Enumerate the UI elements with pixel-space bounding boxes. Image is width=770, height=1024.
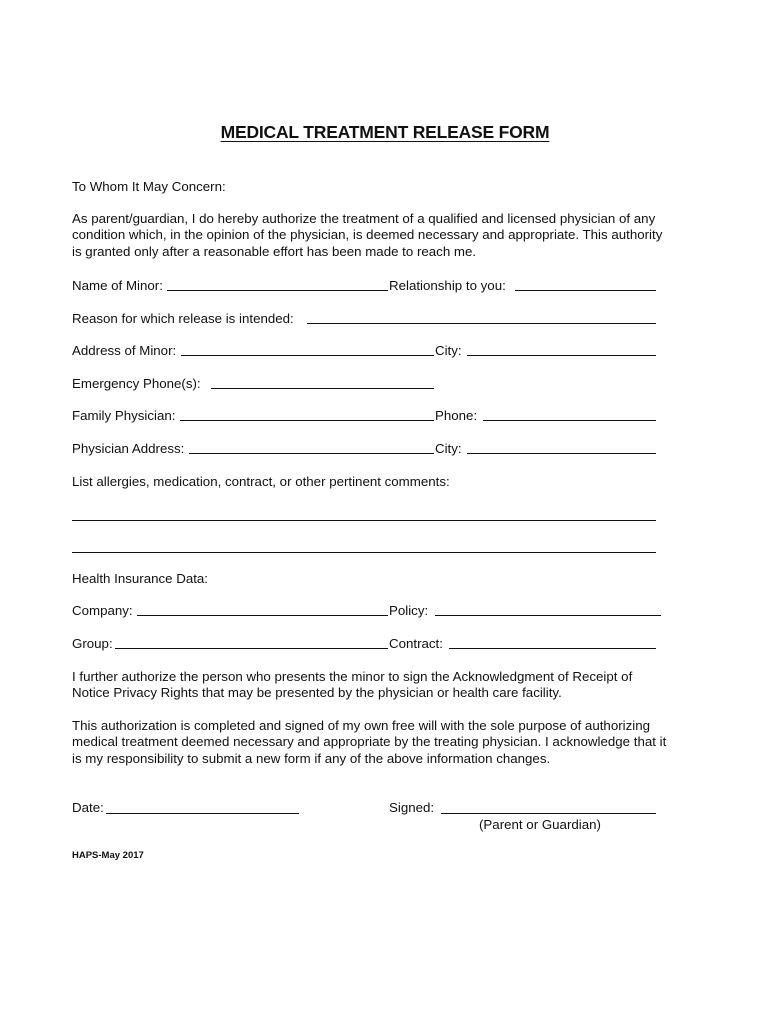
intro-line: condition which, in the opinion of the physician, is deemed necessary and appropriate. This authority — [72, 227, 663, 243]
city-line[interactable] — [467, 355, 656, 356]
company-label: Company: — [72, 603, 133, 618]
intro-paragraph — [72, 211, 662, 260]
emergency-phone-line[interactable] — [211, 388, 434, 389]
policy-label: Policy: — [389, 603, 429, 618]
signed-label: Signed: — [389, 800, 435, 815]
authorization-line: This authorization is completed and signed of my own free will with the sole purpose of authorizing — [72, 718, 650, 733]
authorization-line: medical treatment deemed necessary and appropriate by the treating physician. I acknowledge that it — [72, 734, 667, 750]
address-of-minor-label: Address of Minor: — [72, 343, 177, 358]
name-of-minor-line[interactable] — [167, 290, 388, 291]
signature-line[interactable] — [441, 813, 656, 814]
company-line[interactable] — [137, 615, 388, 616]
policy-line[interactable] — [435, 615, 661, 616]
relationship-line[interactable] — [515, 290, 656, 291]
physician-city-line[interactable] — [467, 453, 656, 454]
group-line[interactable] — [115, 648, 388, 649]
phone-line[interactable] — [483, 420, 656, 421]
family-physician-line[interactable] — [180, 420, 434, 421]
intro-line: is granted only after a reasonable effort has been made to reach me. — [72, 243, 477, 259]
family-physician-label: Family Physician: — [72, 408, 176, 423]
address-of-minor-line[interactable] — [181, 355, 434, 356]
reason-line[interactable] — [307, 323, 656, 324]
comments-label: List allergies, medication, contract, or other pertinent comments: — [72, 474, 450, 489]
phone-label: Phone: — [435, 408, 478, 423]
comments-line[interactable] — [72, 520, 656, 521]
group-label: Group: — [72, 636, 113, 651]
comments-line[interactable] — [72, 552, 656, 553]
reason-label: Reason for which release is intended: — [72, 311, 294, 326]
physician-address-label: Physician Address: — [72, 441, 185, 456]
relationship-label: Relationship to you: — [389, 278, 506, 293]
authorization-paragraph — [72, 718, 666, 767]
acknowledgment-line: I further authorize the person who presents the minor to sign the Acknowledgment of Receipt of — [72, 669, 633, 684]
authorization-line: is my responsibility to submit a new form if any of the above information changes. — [72, 750, 551, 766]
emergency-phone-label: Emergency Phone(s): — [72, 376, 201, 391]
physician-address-line[interactable] — [189, 453, 434, 454]
physician-city-label: City: — [435, 441, 462, 456]
salutation: To Whom It May Concern: — [72, 179, 226, 194]
acknowledgment-line: Notice Privacy Rights that may be presented by the physician or health care facility. — [72, 685, 562, 701]
city-label: City: — [435, 343, 462, 358]
contract-label: Contract: — [389, 636, 443, 651]
signature-caption: (Parent or Guardian) — [479, 817, 601, 832]
page-title: MEDICAL TREATMENT RELEASE FORM — [220, 122, 550, 142]
date-line[interactable] — [106, 813, 299, 814]
intro-line: As parent/guardian, I do hereby authorize the treatment of a qualified and licensed physician of any — [72, 211, 656, 226]
footer-code: HAPS-May 2017 — [72, 850, 144, 861]
name-of-minor-label: Name of Minor: — [72, 278, 163, 293]
contract-line[interactable] — [449, 648, 656, 649]
insurance-heading: Health Insurance Data: — [72, 571, 209, 586]
date-label: Date: — [72, 800, 104, 815]
acknowledgment-paragraph — [72, 669, 632, 702]
